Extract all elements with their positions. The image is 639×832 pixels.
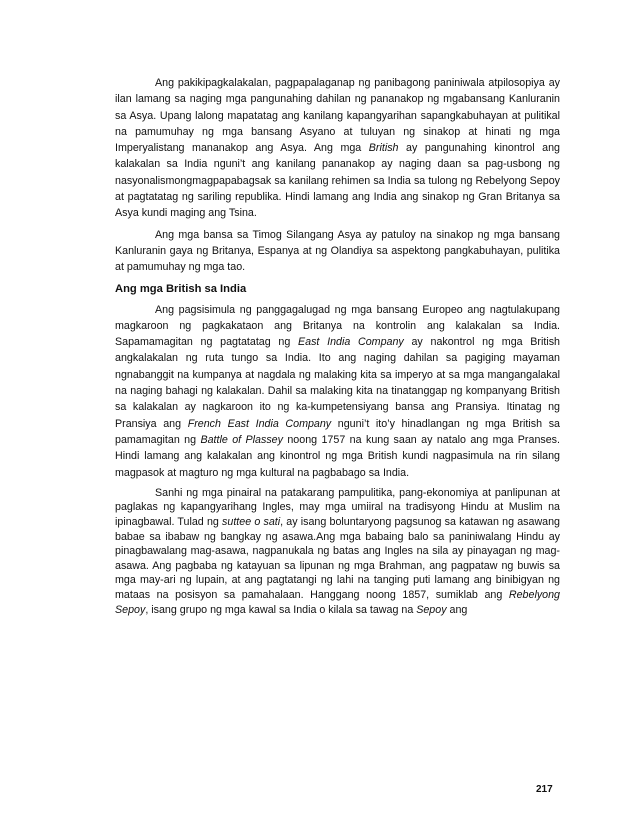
section-heading: Ang mga British sa India xyxy=(115,282,247,295)
paragraph-2: Ang mga bansa sa Timog Silangang Asya ay patuloy na sinakop ng mga bansang Kanluranin gaya ng Britanya, Espanya at ng Olandiya sa aspektong pangkabuhayan, pulitika at pamumuhay ng mga tao. xyxy=(115,228,560,274)
page-number: 217 xyxy=(536,784,553,795)
paragraph-4: Sanhi ng mga pinairal na patakarang pampulitika, pang-ekonomiya at panlipunan at paglakas ng kapangyarihang Ingles, may mga umiiral na tradisyong Hindu at Muslim na ipinagbawal. Tulad ng suttee o sati, ay isang boluntaryong pagsunog sa katawan ng asawang babae sa ibabaw ng bangkay ng asawa.Ang mga babaing balo sa paniniwalang Hindu ay pinagbawalang mag-asawa, nagpanukala ng batas ang Ingles na sila ay pinayagan ng mag-asawa. Ang pagbaba ng katayuan sa lipunan ng mga Brahman, ang pagpataw ng buwis sa mga may-ari ng lupain, at ang pagtatangi ng lahi na tanging puti lamang ang binibigyan ng mataas na posisyon sa pamahalaan. Hanggang noong 1857, sumiklab ang Rebelyong Sepoy, isang grupo ng mga kawal sa India o kilala sa tawag na Sepoy ang xyxy=(115,486,560,616)
page-content xyxy=(115,75,560,622)
paragraph-1: Ang pakikipagkalakalan, pagpapalaganap ng panibagong paniniwala atpilosopiya ay ilan lamang sa naging mga pangunahing dahilan ng pananakop ng mgabansang Kanluranin sa Asya. Upang lalong mapatatag ang kanilang kapangyarihan sapangkabuhayan at pulitikal na pamumuhay ng mga bansang Asyano at tuluyan ng sinakop at hinati ng mga Imperyalistang mananakop ang Asya. Ang mga British ay pangunahing kinontrol ang kalakalan sa India nguni’t ang kanilang pananakop ay naging daan sa pag-usbong ng nasyonalismongmagpapabagsak sa kanilang rehimen sa India sa tulong ng Rebelyong Sepoy at pagtatatag ng sariling republika. Hindi lamang ang India ang sinakop ng Gran Britanya sa Asya kundi maging ang Tsina. xyxy=(115,77,560,220)
paragraph-3: Ang pagsisimula ng panggagalugad ng mga bansang Europeo ang nagtulakupang magkaroon ng pagkakataon ang Britanya na kontrolin ang kalakalan sa India. Sapamamagitan ng pagtatatag ng East India Company ay nakontrol ng mga British angkalakalan ng ruta tungo sa India. Ito ang naging dahilan sa pagiging mayaman ngnabanggit na kumpanya at nagdala ng malaking kita sa imperyo at sa mga mangangalakal na naging bahagi ng kalakalan. Dahil sa malaking kita na tinatanggap ng kompanyang British sa kalakalan ay nagkaroon ito ng ka-kumpetensiyang bansa ang Pransiya. Itinatag ng Pransiya ang French East India Company nguni’t ito’y hinadlangan ng mga British sa pamamagitan ng Battle of Plassey noong 1757 na kung saan ay natalo ang mga Pranses. Hindi lamang ang kalakalan ang kinontrol ng mga British kundi nagpasimula na rin silang magpasok at magturo ng mga kultural na pagbabago sa India. xyxy=(115,303,560,479)
